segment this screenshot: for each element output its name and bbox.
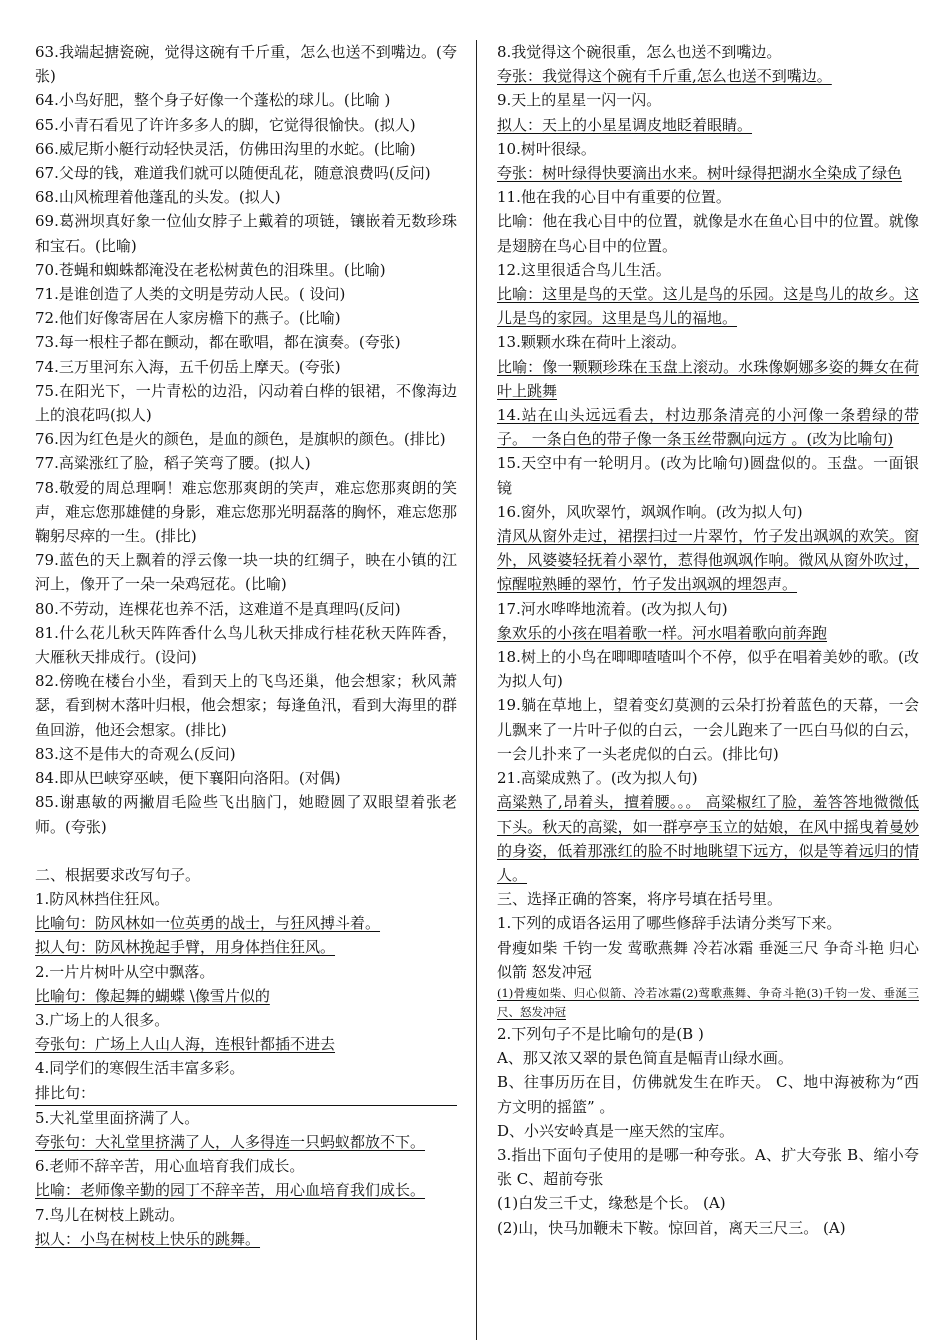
text-line: 69.葛洲坝真好象一位仙女脖子上戴着的项链，镶嵌着无数珍珠和宝石。(比喻) xyxy=(35,212,457,255)
text-line: 19.躺在草地上，望着变幻莫测的云朵打扮着蓝色的天幕，一会儿飘来了一片叶子似的白云，一会儿跑来了一匹白马似的白云，一会儿扑来了一头老虎似的白云。(排比句) xyxy=(497,696,919,763)
answer-line: 夸张：树叶绿得快要滴出水来。树叶绿得把湖水全染成了绿色 xyxy=(497,164,903,183)
answer-line: 象欢乐的小孩在唱着歌一样。河水唱着歌向前奔跑 xyxy=(497,623,828,642)
text-line: 76.因为红色是火的颜色，是血的颜色，是旗帜的颜色。(排比) xyxy=(35,430,446,449)
text-line: 68.山风梳理着他蓬乱的头发。(拟人) xyxy=(35,188,281,207)
answer-line: 夸张句：大礼堂里挤满了人，人多得连一只蚂蚁都放不下。 xyxy=(35,1132,426,1151)
answer-line: 比喻：这里是鸟的天堂。这儿是鸟的乐园。这是鸟儿的故乡。这儿是鸟的家园。这里是鸟儿的福地。 xyxy=(497,285,919,328)
text-line: 5.大礼堂里面挤满了人。 xyxy=(35,1108,200,1127)
answer-line: 拟人：小鸟在树枝上快乐的跳舞。 xyxy=(35,1229,261,1248)
text-line: 73.每一根柱子都在颤动，都在歌唱，都在演奏。(夸张) xyxy=(35,333,401,352)
text-line: 80.不劳动，连棵花也养不活，这难道不是真理吗(反问) xyxy=(35,599,401,618)
answer-line: (1)骨瘦如柴、归心似箭、冷若冰霜(2)莺歌燕舞、争奇斗艳(3)千钧一发、垂涎三尺、怒发冲冠 xyxy=(497,985,919,1019)
text-line: 65.小青石看见了许许多多人的脚，它觉得很愉快。(拟人) xyxy=(35,115,416,134)
text-line: 79.蓝色的天上飘着的浮云像一块一块的红绸子，映在小镇的江河上，像开了一朵一朵鸡冠花。(比喻) xyxy=(35,551,457,594)
text-line: 75.在阳光下，一片青松的边沿，闪动着白桦的银裙，不像海边上的浪花吗(拟人) xyxy=(35,381,457,425)
text-line: 1.下列的成语各运用了哪些修辞手法请分类写下来。 xyxy=(497,914,842,933)
text-line: 71.是谁创造了人类的文明是劳动人民。( 设问) xyxy=(35,285,346,304)
text-line: 9.天上的星星一闪一闪。 xyxy=(497,91,662,110)
text-line: 比喻：他在我心目中的位置，就像是水在鱼心目中的位置。就像是翅膀在鸟心目中的位置。 xyxy=(497,212,919,255)
answer-line: 高粱熟了,昂着头，擅着腰。。。 高粱椒红了脸，羞答答地微微低下头。秋天的高粱，如一群亭亭玉立的姑娘，在风中摇曳着曼妙的身姿，低着那涨红的脸不时地眺望下远方，似是等着远归的情人。 xyxy=(497,793,919,884)
text-line: 64.小鸟好肥，整个身子好像一个蓬松的球儿。(比喻 ) xyxy=(35,91,391,110)
text-line: (2)山，快马加鞭未下鞍。惊回首，离天三尺三。 (A) xyxy=(497,1218,846,1237)
text-line: 二、根据要求改写句子。 xyxy=(35,865,201,884)
answer-line: 比喻：像一颗颗珍珠在玉盘上滚动。水珠像婀娜多姿的舞女在荷叶上跳舞 xyxy=(497,357,919,400)
text-line: 74.三万里河东入海，五千仞岳上摩天。(夸张) xyxy=(35,357,341,376)
text-line: 15.天空中有一轮明月。(改为比喻句)圆盘似的。玉盘。一面银镜 xyxy=(497,454,919,497)
text-line: 16.窗外，风吹翠竹，飒飒作响。(改为拟人句) xyxy=(497,502,803,521)
answer-line: 比喻句：像起舞的蝴蝶 \像雪片似的 xyxy=(35,986,270,1005)
right-column xyxy=(497,40,919,1240)
text-line: 三、选择正确的答案，将序号填在括号里。 xyxy=(497,890,783,909)
answer-line: 比喻句：防风林如一位英勇的战士，与狂风搏斗着。 xyxy=(35,914,381,933)
text-line: 12.这里很适合鸟儿生活。 xyxy=(497,260,671,279)
text-line: 21.高粱成熟了。(改为拟人句) xyxy=(497,769,698,788)
text-line: 10.树叶很绿。 xyxy=(497,139,596,158)
text-line: 2.下列句子不是比喻句的是(B ) xyxy=(497,1024,704,1043)
text-line: 84.即从巴峡穿巫峡，便下襄阳向洛阳。(对偶) xyxy=(35,769,341,788)
text-line: (1)白发三千丈，缘愁是个长。 (A) xyxy=(497,1194,726,1213)
answer-line: 拟人：天上的小星星调皮地眨着眼睛。 xyxy=(497,115,753,134)
text-line: 6.老师不辞辛苦，用心血培育我们成长。 xyxy=(35,1157,305,1176)
answer-line: 比喻：老师像辛勤的园丁不辞辛苦，用心血培育我们成长。 xyxy=(35,1181,426,1200)
text-line: 67.父母的钱，难道我们就可以随便乱花，随意浪费吗(反问) xyxy=(35,164,431,183)
answer-line: 14.站在山头远远看去，村边那条清亮的小河像一条碧绿的带子。 一条白色的带子像一条玉丝带飘向远方 。(改为比喻句) xyxy=(497,406,919,449)
text-line: 3.指出下面句子使用的是哪一种夸张。A、扩大夸张 B、缩小夸张 C、超前夸张 xyxy=(497,1145,919,1189)
answer-line: 夸张：我觉得这个碗有千斤重,怎么也送不到嘴边。 xyxy=(497,67,832,86)
text-line: 17.河水哗哗地流着。(改为拟人句) xyxy=(497,599,728,618)
answer-line: 拟人句：防风林挽起手臂，用身体挡住狂风。 xyxy=(35,938,336,957)
text-line: 骨瘦如柴 千钧一发 莺歌燕舞 冷若冰霜 垂涎三尺 争奇斗艳 归心似箭 怒发冲冠 xyxy=(497,938,919,981)
text-line: 18.树上的小鸟在唧唧喳喳叫个不停，似乎在唱着美妙的歌。(改为拟人句) xyxy=(497,648,919,691)
text-line: 4.同学们的寒假生活丰富多彩。 xyxy=(35,1059,245,1078)
column-divider xyxy=(476,40,477,1340)
text-line: 8.我觉得这个碗很重，怎么也送不到嘴边。 xyxy=(497,43,782,61)
answer-line xyxy=(35,1081,457,1106)
text-line: 78.敬爱的周总理啊！难忘您那爽朗的笑声，难忘您那爽朗的笑声，难忘您那雄健的身影，难忘您那光明磊落的胸怀，难忘您那鞠躬尽瘁的一生。(排比) xyxy=(35,478,457,546)
text-line: 63.我端起搪瓷碗，觉得这碗有千斤重，怎么也送不到嘴边。(夸张) xyxy=(35,43,457,86)
text-line: 85.谢惠敏的两撇眉毛险些飞出脑门，她瞪圆了双眼望着张老师。(夸张) xyxy=(35,793,457,836)
text-line: 7.鸟儿在树枝上跳动。 xyxy=(35,1205,185,1224)
text-line: D、小兴安岭真是一座天然的宝库。 xyxy=(497,1121,735,1140)
text-line: 77.高粱涨红了脸，稻子笑弯了腰。(拟人) xyxy=(35,454,311,473)
answer-blank: 排比句： xyxy=(35,1081,457,1106)
text-line: 1.防风林挡住狂风。 xyxy=(35,889,170,908)
text-line: 2.一片片树叶从空中飘落。 xyxy=(35,962,215,981)
text-line: 83.这不是伟大的奇观么(反问) xyxy=(35,744,236,763)
text-line: B、往事历历在目，仿佛就发生在昨天。 C、地中海被称为“西方文明的摇篮” 。 xyxy=(497,1073,919,1116)
text-line: 3.广场上的人很多。 xyxy=(35,1010,170,1029)
text-line: 13.颗颗水珠在荷叶上滚动。 xyxy=(497,333,686,352)
text-line: 66.威尼斯小艇行动轻快灵活，仿佛田沟里的水蛇。(比喻) xyxy=(35,139,416,158)
text-line: 82.傍晚在楼台小坐，看到天上的飞鸟还巢，他会想家；秋风萧瑟，看到树木落叶归根，他会想家；每逢鱼汛，看到大海里的群鱼回游，他还会想家。(排比) xyxy=(35,672,457,739)
answer-line: 清风从窗外走过，裙摆扫过一片翠竹，竹子发出飒飒的欢笑。窗外，风婆婆轻抚着小翠竹，惹得他飒飒作响。微风从窗外吹过，惊醒啦熟睡的翠竹，竹子发出飒飒的埋怨声。 xyxy=(497,527,919,594)
blank-line xyxy=(35,839,457,863)
text-line: 70.苍蝇和蜘蛛都淹没在老松树黄色的泪珠里。(比喻) xyxy=(35,260,386,279)
text-line: A、那又浓又翠的景色简直是幅青山绿水画。 xyxy=(497,1049,793,1068)
left-column xyxy=(35,40,457,1251)
answer-line: 夸张句：广场上人山人海，连根针都插不进去 xyxy=(35,1035,336,1054)
text-line: 11.他在我的心目中有重要的位置。 xyxy=(497,188,731,207)
text-line: 72.他们好像寄居在人家房檐下的燕子。(比喻) xyxy=(35,309,341,328)
text-line: 81.什么花儿秋天阵阵香什么鸟儿秋天排成行桂花秋天阵阵香，大雁秋天排成行。(设问) xyxy=(35,623,457,667)
